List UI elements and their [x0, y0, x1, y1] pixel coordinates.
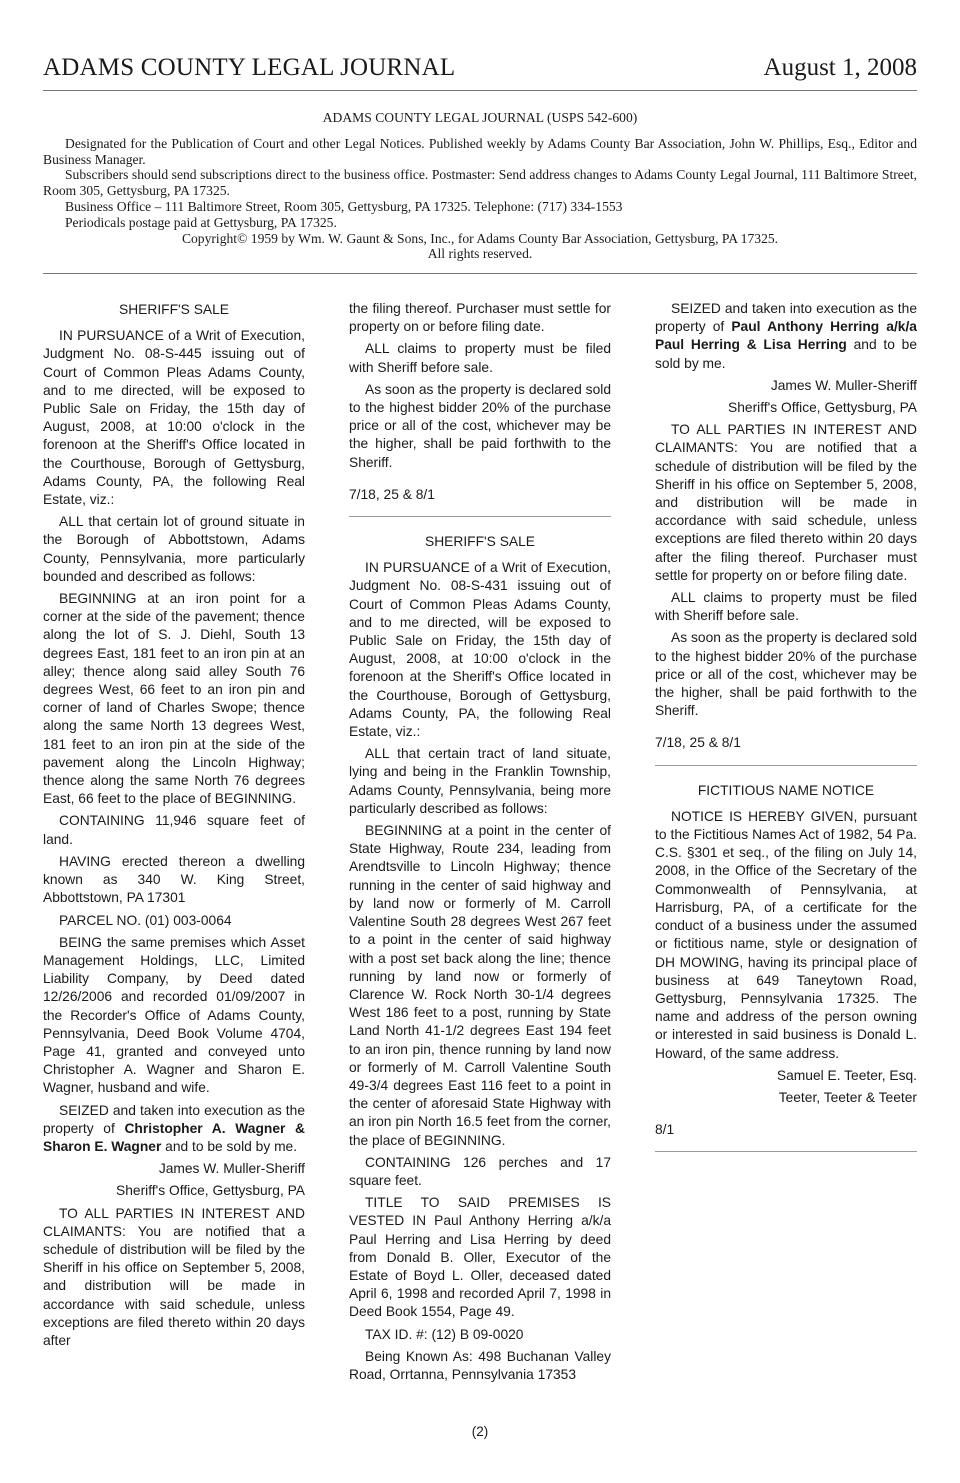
masthead-title: ADAMS COUNTY LEGAL JOURNAL (USPS 542-600) [322, 110, 638, 125]
column-3 [655, 300, 917, 1168]
sale1-seized [43, 1102, 305, 1157]
sale2-paragraph: CONTAINING 126 perches and 17 square feet. [349, 1154, 611, 1188]
sheriff-office: Sheriff's Office, Gettysburg, PA [728, 400, 917, 416]
sale1-claims: ALL claims to property must be filed with Sheriff before sale. [349, 341, 611, 375]
sale1-dates: 7/18, 25 & 8/1 [349, 486, 435, 502]
sale2-address: Being Known As: 498 Buchanan Valley Road, Orrtanna, Pennsylvania 17353 [349, 1348, 611, 1382]
column-2 [349, 300, 611, 1388]
journal-title: ADAMS COUNTY LEGAL JOURNAL [43, 54, 456, 81]
sheriff-office: Sheriff's Office, Gettysburg, PA [116, 1183, 305, 1199]
column-1 [43, 300, 305, 1354]
sale1-paragraph: BEGINNING at an iron point for a corner at the side of the pavement; thence along the lot of S. J. Diehl, South 13 degrees East, 181 feet to an iron pin at an alley; thence along said alley South 76 degrees West, 66 feet to an iron pin and corner of land of Charles Swope; thence along the same North 13 degrees West, 181 feet to an iron pin at the side of the pavement along the Lincoln Highway; thence along the same North 76 degrees East, 66 feet to the place of BEGINNING. [43, 591, 305, 807]
sale1-paragraph: HAVING erected thereon a dwelling known as 340 W. King Street, Abbottstown, PA 17301 [43, 853, 305, 906]
fictitious-heading: FICTITIOUS NAME NOTICE [697, 782, 875, 798]
sheriff-name: James W. Muller-Sheriff [158, 1161, 305, 1177]
sale1-parcel: PARCEL NO. (01) 003-0064 [59, 912, 232, 928]
fictitious-dates: 8/1 [655, 1122, 675, 1138]
sale1-paragraph: CONTAINING 11,946 square feet of land. [43, 813, 305, 847]
seized-text: and to be sold by me. [655, 337, 917, 371]
page-header [43, 52, 917, 91]
masthead-designation: Designated for the Publication of Court and other Legal Notices. Published weekly by Adams County Bar Association, John W. Phillips, Esq., Editor and Business Manager. [43, 135, 917, 167]
seized-text: SEIZED and taken into execution as the property of [655, 301, 917, 335]
sale2-paragraph: IN PURSUANCE of a Writ of Execution, Judgment No. 08-S-431 issuing out of Court of Common Pleas Adams County, and to me directed, will be exposed to Public Sale on Friday, the 15th day of August, 2008, at 10:00 o'clock in the forenoon at the Sheriff's Office located in the Courthouse, Borough of Gettysburg, Adams County, PA, the following Real Estate, viz.: [349, 560, 611, 740]
sale1-declared: As soon as the property is declared sold to the highest bidder 20% of the purchase price or all of the cost, whichever may be the higher, shall be paid forthwith to the Sheriff. [349, 381, 611, 470]
sale2-paragraph: ALL that certain tract of land situate, lying and being in the Franklin Township, Adams County, Pennsylvania, being more particularly described as follows: [349, 746, 611, 816]
defendant-names: Paul Anthony Herring a/k/a Paul Herring & Lisa Herring [655, 319, 917, 353]
sale1-heading: SHERIFF'S SALE [119, 302, 229, 317]
defendant-names: Christopher A. Wagner & Sharon E. Wagner [43, 1120, 305, 1154]
masthead-copyright: Copyright© 1959 by Wm. W. Gaunt & Sons, Inc., for Adams County Bar Association, Gettysburg, PA 17325. [181, 230, 779, 246]
sale2-notice: TO ALL PARTIES IN INTEREST AND CLAIMANTS: You are notified that a schedule of distribution will be filed by the Sheriff in his office on September 5, 2008, and distribution will be made in accordance with said schedule, unless exceptions are filed thereto within 20 days after the filing thereof. Purchaser must settle for property on or before filing date. [655, 422, 917, 583]
sale2-paragraph: BEGINNING at a point in the center of State Highway, Route 234, leading from Arendtsville to Lincoln Highway; thence running in the center of said highway and by land now or formerly of M. Carroll Valentine South 28 degrees West 267 feet to a point in the center of said highway with a post set back along the line; thence running by land now or formerly of Clarence W. Rock North 30-1/4 degrees West 186 feet to a post, running by State Land North 41-1/2 degrees East 194 feet to an iron pin, thence running by land now or formerly of M. Carroll Valentine South 49-3/4 degrees East 116 feet to a point in the center of aforesaid State Highway with an iron pin North 16.5 feet from the corner, the place of BEGINNING. [349, 823, 611, 1148]
fictitious-body: NOTICE IS HEREBY GIVEN, pursuant to the Fictitious Names Act of 1982, 54 Pa. C.S. §301 et seq., of the filing on July 14, 2008, in the Office of the Secretary of the Commonwealth of Pennsylvania, at Harrisburg, PA, of a certificate for the conduct of a business under the assumed or fictitious name, style or designation of DH MOWING, having its principal place of business at 649 Taneytown Road, Gettysburg, Pennsylvania 17325. The name and address of the person owning or interested in said business is Donald L. Howard, of the same address. [655, 808, 917, 1061]
section-divider [655, 765, 917, 766]
seized-text: and to be sold by me. [161, 1138, 298, 1154]
sale2-heading: SHERIFF'S SALE [425, 534, 535, 550]
seized-text: SEIZED and taken into execution as the property of [43, 1102, 305, 1136]
sale2-paragraph: TITLE TO SAID PREMISES IS VESTED IN Paul Anthony Herring a/k/a Paul Herring and Lisa Herring by deed from Donald B. Oller, Executor of the Estate of Boyd L. Oller, deceased dated April 6, 1998 and recorded April 7, 1998 in Deed Book 1554, Page 49. [349, 1195, 611, 1320]
masthead-subscribers: Subscribers should send subscriptions direct to the business office. Postmaster: Send address changes to Adams County Legal Journal, 111 Baltimore Street, Room 305, Gettysburg, PA 17325. [43, 167, 917, 199]
sale2-seized [655, 300, 917, 373]
sale1-notice-continued: the filing thereof. Purchaser must settle for property on or before filing date. [349, 301, 611, 335]
attorney-name: Samuel E. Teeter, Esq. [776, 1067, 917, 1083]
sheriff-name: James W. Muller-Sheriff [770, 377, 917, 393]
sale1-notice: TO ALL PARTIES IN INTEREST AND CLAIMANTS: You are notified that a schedule of distribution will be filed by the Sheriff in his office on September 5, 2008, and distribution will be made in accordance with said schedule, unless exceptions are filed thereto within 20 days after [43, 1205, 305, 1348]
sale2-dates: 7/18, 25 & 8/1 [655, 735, 741, 751]
sale1-paragraph: ALL that certain lot of ground situate in the Borough of Abbottstown, Adams County, Pennsylvania, more particularly bounded and described as follows: [43, 514, 305, 584]
sale2-declared: As soon as the property is declared sold to the highest bidder 20% of the purchase price or all of the cost, whichever may be the higher, shall be paid forthwith to the Sheriff. [655, 630, 917, 719]
section-divider [655, 1151, 917, 1152]
page-number: (2) [471, 1424, 489, 1439]
masthead [43, 110, 917, 274]
sale1-paragraph: BEING the same premises which Asset Management Holdings, LLC, Limited Liability Company, by Deed dated 12/26/2006 and recorded 01/09/2007 in the Recorder's Office of Adams County, Pennsylvania, Deed Book Volume 4704, Page 41, granted and conveyed unto Christopher A. Wagner and Sharon E. Wagner, husband and wife. [43, 934, 305, 1096]
sale2-claims: ALL claims to property must be filed with Sheriff before sale. [655, 590, 917, 624]
masthead-business-office: Business Office – 111 Baltimore Street, Room 305, Gettysburg, PA 17325. Telephone: (717) 334-1553 [65, 198, 623, 214]
issue-date: August 1, 2008 [763, 54, 917, 81]
masthead-postage: Periodicals postage paid at Gettysburg, PA 17325. [65, 214, 337, 230]
law-firm: Teeter, Teeter & Teeter [778, 1089, 917, 1105]
section-divider [349, 516, 611, 517]
masthead-rights: All rights reserved. [427, 246, 533, 262]
sale2-tax-id: TAX ID. #: (12) B 09-0020 [365, 1326, 524, 1342]
sale1-paragraph: IN PURSUANCE of a Writ of Execution, Judgment No. 08-S-445 issuing out of Court of Common Pleas Adams County, and to me directed, will be exposed to Public Sale on Friday, the 15th day of August, 2008, at 10:00 o'clock in the forenoon at the Sheriff's Office located in the Courthouse, Borough of Gettysburg, Adams County, PA, the following Real Estate, viz.: [43, 328, 305, 508]
